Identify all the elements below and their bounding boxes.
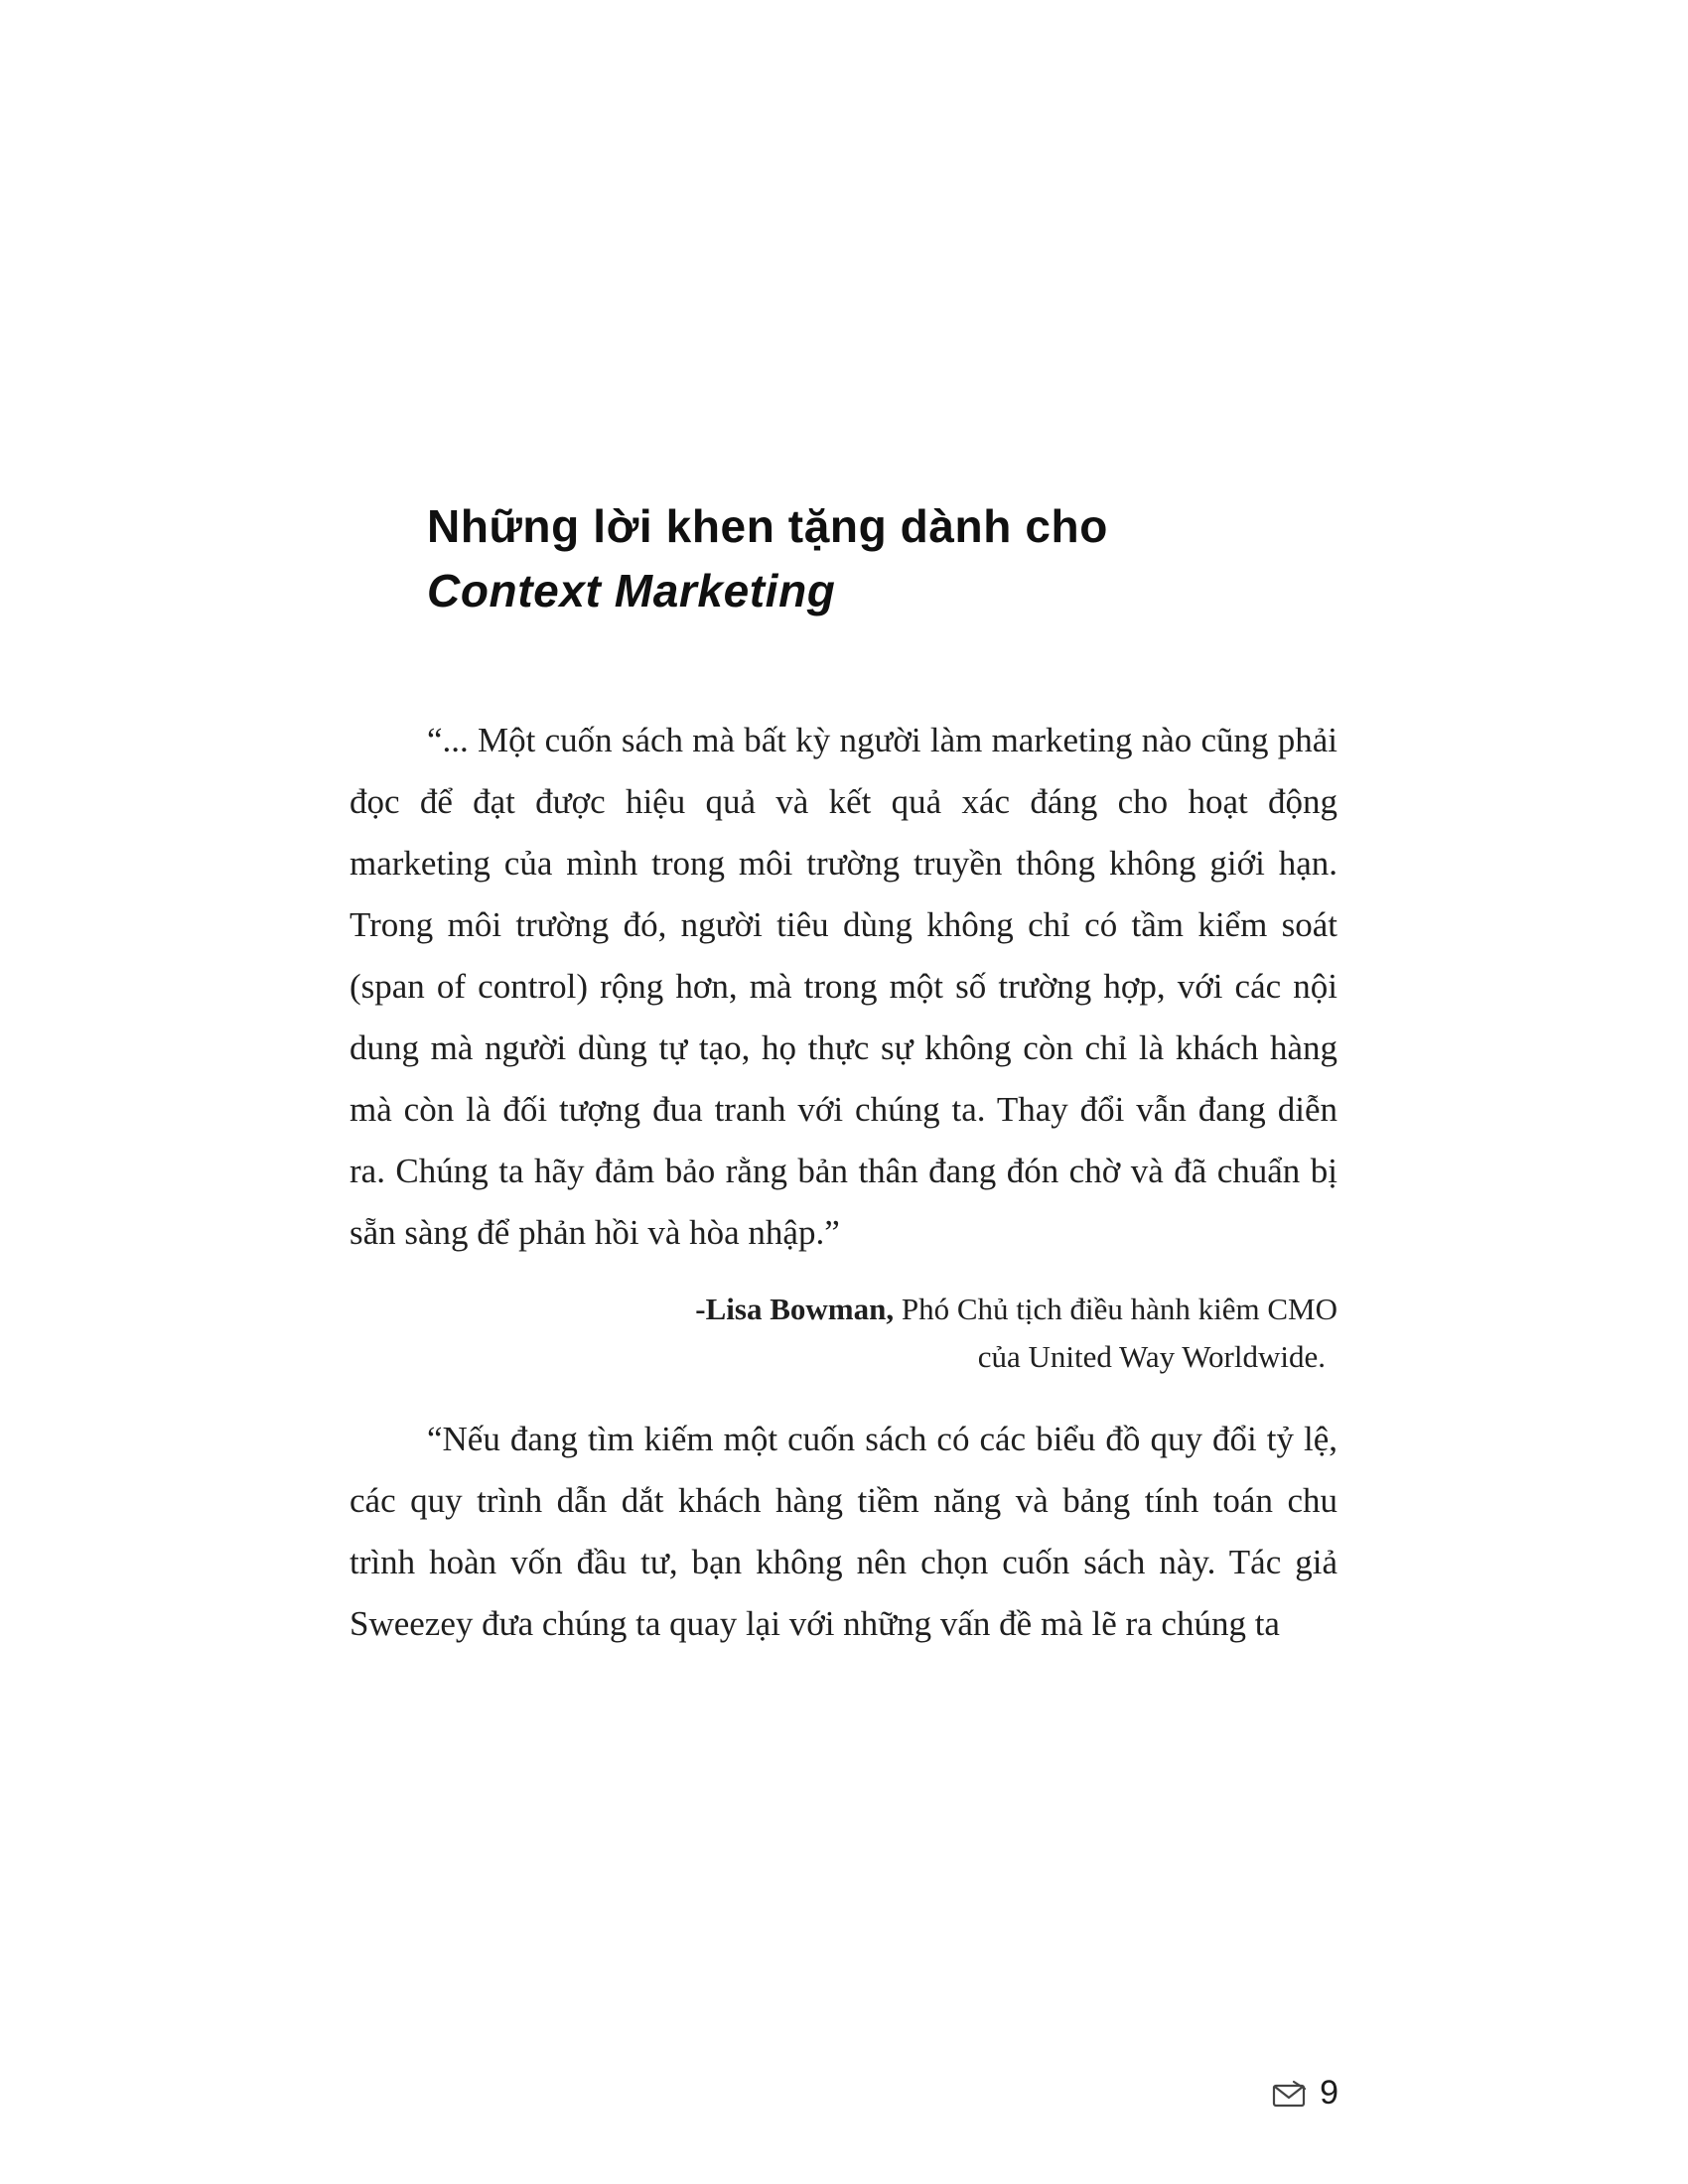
quote-paragraph-1: “... Một cuốn sách mà bất kỳ người làm marketing nào cũng phải đọc để đạt được hiệu quả và kết quả xác đáng cho hoạt động marketing của mình trong môi trường truyền thông không giới hạn. Trong môi trường đó, người tiêu dùng không chỉ có tầm kiểm soát (span of control) rộng hơn, mà trong một số trường hợp, với các nội dung mà người dùng tự tạo, họ thực sự không còn chỉ là khách hàng mà còn là đối tượng đua tranh với chúng ta. Thay đổi vẫn đang diễn ra. Chúng ta hãy đảm bảo rằng bản thân đang đón chờ và đã chuẩn bị sẵn sàng để phản hồi và hòa nhập.” [350, 720, 1337, 1252]
attribution-name: -Lisa Bowman, [695, 1291, 895, 1326]
attribution [350, 1286, 1337, 1381]
page-title [427, 494, 1337, 624]
page-title-line1: Những lời khen tặng dành cho [427, 500, 1108, 552]
page-footer [1272, 2074, 1338, 2113]
attribution-role: Phó Chủ tịch điều hành kiêm CMO [894, 1291, 1337, 1326]
quote-paragraph-2: “Nếu đang tìm kiếm một cuốn sách có các biểu đồ quy đổi tỷ lệ, các quy trình dẫn dắt khách hàng tiềm năng và bảng tính toán chu trình hoàn vốn đầu tư, bạn không nên chọn cuốn sách này. Tác giả Sweezey đưa chúng ta quay lại với những vấn đề mà lẽ ra chúng ta [350, 1419, 1337, 1643]
page-content [350, 494, 1337, 1655]
page-title-line2: Context Marketing [427, 565, 836, 617]
attribution-organization: của United Way Worldwide. [977, 1338, 1326, 1374]
page-number: 9 [1320, 2074, 1338, 2112]
envelope-icon [1272, 2079, 1308, 2109]
